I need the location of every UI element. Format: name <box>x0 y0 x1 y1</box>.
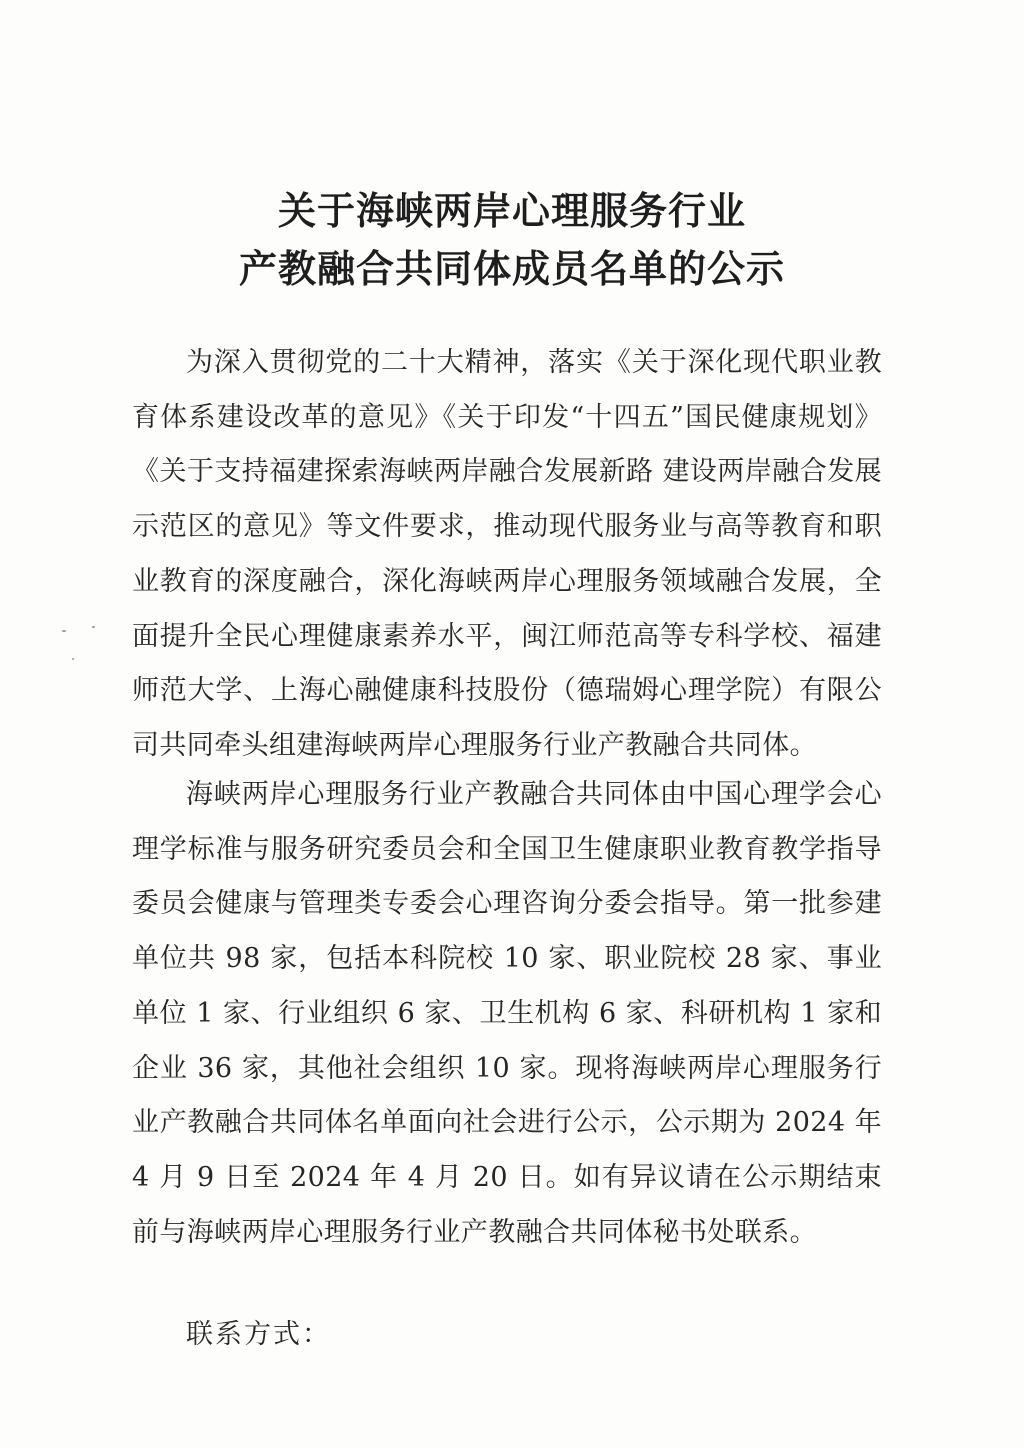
document-title-line2: 产教融合共同体成员名单的公示 <box>238 246 785 291</box>
scan-speck <box>72 658 74 660</box>
scan-speck <box>92 626 95 628</box>
document-title-line1: 关于海峡两岸心理服务行业 <box>277 188 746 233</box>
body-paragraph-2: 海峡两岸心理服务行业产教融合共同体由中国心理学会心理学标准与服务研究委员会和全国卫生健康职业教育教学指导委员会健康与管理类专委会心理咨询分委会指导。第一批参建单位共 98 家，包括本科院校 10 家、职业院校 28 家、事业单位 1 家、行业组织 6 家、卫生机构 6 家、科研机构 1 家和企业 36 家，其他社会组织 10 家。现将海峡两岸心理服务行业产教融合共同体名单面向社会进行公示，公示期为 2024 年 4 月 9 日至 2024 年 4 月 20 日。如有异议请在公示期结束前与海峡两岸心理服务行业产教融合共同体秘书处联系。 <box>132 779 882 1248</box>
contact-label: 联系方式： <box>186 1319 331 1350</box>
body-paragraph-1: 为深入贯彻党的二十大精神，落实《关于深化现代职业教育体系建设改革的意见》《关于印发“十四五”国民健康规划》《关于支持福建探索海峡两岸融合发展新路 建设两岸融合发展示范区的意见》等文件要求，推动现代服务业与高等教育和职业教育的深度融合，深化海峡两岸心理服务领域融合发展，全面提升全民心理健康素养水平，闽江师范高等专科学校、福建师范大学、上海心融健康科技股份（德瑞姆心理学院）有限公司共同牵头组建海峡两岸心理服务行业产教融合共同体。 <box>132 347 882 761</box>
scan-speck <box>62 630 66 632</box>
